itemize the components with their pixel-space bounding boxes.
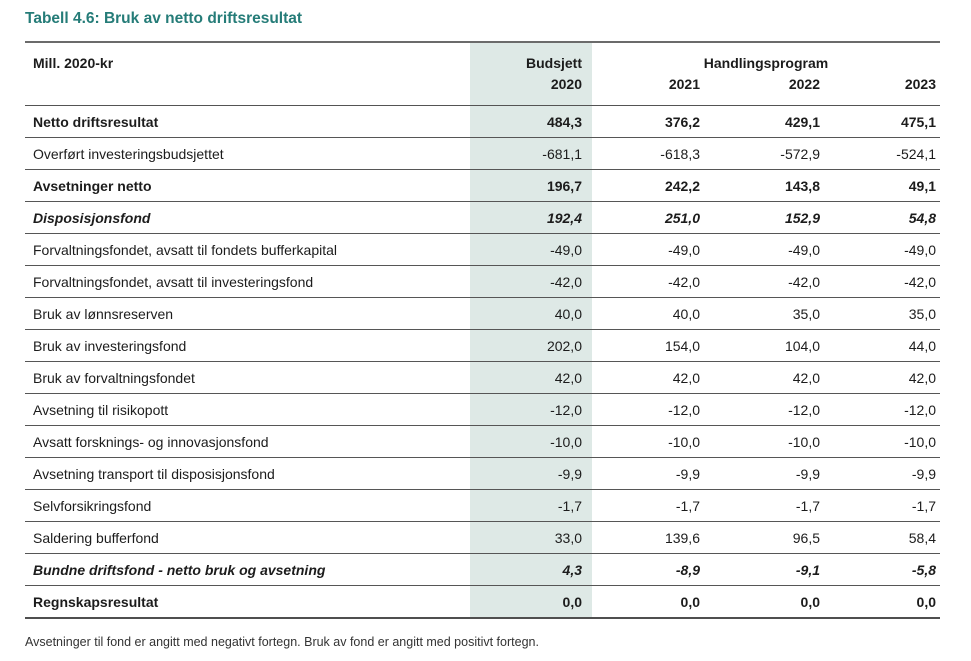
value-budsjett-2020: 192,4 [470, 202, 592, 234]
table-row [25, 586, 940, 619]
value-2022: 152,9 [710, 202, 830, 234]
value-2022: -49,0 [710, 234, 830, 266]
table-header [25, 42, 940, 106]
value-2022: 143,8 [710, 170, 830, 202]
value-2022: -9,9 [710, 458, 830, 490]
row-label: Avsetning til risikopott [25, 394, 470, 426]
value-2023: -1,7 [830, 490, 940, 522]
table-row [25, 234, 940, 266]
table-row [25, 426, 940, 458]
table-row [25, 106, 940, 138]
value-2023: 58,4 [830, 522, 940, 554]
table-row [25, 170, 940, 202]
value-budsjett-2020: 484,3 [470, 106, 592, 138]
row-label: Avsetninger netto [25, 170, 470, 202]
value-2021: 251,0 [592, 202, 710, 234]
table-row [25, 522, 940, 554]
value-budsjett-2020: -681,1 [470, 138, 592, 170]
row-label: Bruk av investeringsfond [25, 330, 470, 362]
value-2021: -49,0 [592, 234, 710, 266]
value-2022: -10,0 [710, 426, 830, 458]
value-budsjett-2020: -9,9 [470, 458, 592, 490]
value-2023: 54,8 [830, 202, 940, 234]
value-2023: -49,0 [830, 234, 940, 266]
value-2022: -1,7 [710, 490, 830, 522]
budget-table [25, 41, 940, 619]
value-2023: 0,0 [830, 586, 940, 619]
value-budsjett-2020: 0,0 [470, 586, 592, 619]
row-label: Avsatt forsknings- og innovasjonsfond [25, 426, 470, 458]
year-header-2020: 2020 [470, 73, 592, 106]
value-2022: -9,1 [710, 554, 830, 586]
program-header-cell: Handlingsprogram [703, 55, 829, 71]
value-2023: -10,0 [830, 426, 940, 458]
value-2022: 429,1 [710, 106, 830, 138]
header-row-top [25, 42, 940, 73]
value-2021: -1,7 [592, 490, 710, 522]
value-budsjett-2020: -42,0 [470, 266, 592, 298]
row-label: Disposisjonsfond [25, 202, 470, 234]
value-2021: -12,0 [592, 394, 710, 426]
value-2023: 49,1 [830, 170, 940, 202]
row-label: Bruk av lønnsreserven [25, 298, 470, 330]
row-label: Avsetning transport til disposisjonsfond [25, 458, 470, 490]
value-2021: 154,0 [592, 330, 710, 362]
value-2021: -9,9 [592, 458, 710, 490]
value-budsjett-2020: 33,0 [470, 522, 592, 554]
value-2021: -10,0 [592, 426, 710, 458]
row-label: Netto driftsresultat [25, 106, 470, 138]
value-budsjett-2020: -12,0 [470, 394, 592, 426]
value-budsjett-2020: 42,0 [470, 362, 592, 394]
value-2021: 242,2 [592, 170, 710, 202]
value-budsjett-2020: -10,0 [470, 426, 592, 458]
table-row [25, 458, 940, 490]
table-row [25, 330, 940, 362]
value-2021: 42,0 [592, 362, 710, 394]
row-label: Regnskapsresultat [25, 586, 470, 619]
year-header-2023: 2023 [830, 73, 940, 106]
row-label: Bundne driftsfond - netto bruk og avsetning [25, 554, 470, 586]
row-label: Overført investeringsbudsjettet [25, 138, 470, 170]
value-budsjett-2020: -49,0 [470, 234, 592, 266]
budget-header-cell: Budsjett [470, 42, 592, 73]
value-2021: -8,9 [592, 554, 710, 586]
table-row [25, 490, 940, 522]
footnote: Avsetninger til fond er angitt med negativt fortegn. Bruk av fond er angitt med positivt fortegn. [25, 635, 539, 649]
value-2023: 42,0 [830, 362, 940, 394]
value-budsjett-2020: 4,3 [470, 554, 592, 586]
row-label: Bruk av forvaltningsfondet [25, 362, 470, 394]
table-title: Tabell 4.6: Bruk av netto driftsresultat [25, 10, 303, 27]
table-row [25, 298, 940, 330]
value-2022: 104,0 [710, 330, 830, 362]
year-header-2021: 2021 [592, 73, 710, 106]
row-label: Forvaltningsfondet, avsatt til fondets bufferkapital [25, 234, 470, 266]
value-2021: -618,3 [592, 138, 710, 170]
value-2022: 0,0 [710, 586, 830, 619]
value-2021: 0,0 [592, 586, 710, 619]
value-budsjett-2020: 40,0 [470, 298, 592, 330]
value-2021: 139,6 [592, 522, 710, 554]
table-row [25, 138, 940, 170]
table-row [25, 266, 940, 298]
value-2023: -524,1 [830, 138, 940, 170]
value-2022: -12,0 [710, 394, 830, 426]
value-2023: -9,9 [830, 458, 940, 490]
year-header-2022: 2022 [710, 73, 830, 106]
value-2023: -42,0 [830, 266, 940, 298]
value-2021: 40,0 [592, 298, 710, 330]
table-row [25, 394, 940, 426]
row-label: Forvaltningsfondet, avsatt til investeringsfond [25, 266, 470, 298]
table-body [25, 106, 940, 619]
table-row [25, 362, 940, 394]
value-2021: -42,0 [592, 266, 710, 298]
value-budsjett-2020: -1,7 [470, 490, 592, 522]
value-2022: 96,5 [710, 522, 830, 554]
value-2022: -42,0 [710, 266, 830, 298]
value-budsjett-2020: 202,0 [470, 330, 592, 362]
value-2023: -12,0 [830, 394, 940, 426]
table-row [25, 202, 940, 234]
unit-header-cell: Mill. 2020-kr [25, 42, 470, 106]
value-2022: -572,9 [710, 138, 830, 170]
value-2023: 35,0 [830, 298, 940, 330]
value-2023: 44,0 [830, 330, 940, 362]
value-2022: 35,0 [710, 298, 830, 330]
value-budsjett-2020: 196,7 [470, 170, 592, 202]
table-row [25, 554, 940, 586]
value-2023: 475,1 [830, 106, 940, 138]
value-2023: -5,8 [830, 554, 940, 586]
row-label: Selvforsikringsfond [25, 490, 470, 522]
value-2021: 376,2 [592, 106, 710, 138]
value-2022: 42,0 [710, 362, 830, 394]
row-label: Saldering bufferfond [25, 522, 470, 554]
